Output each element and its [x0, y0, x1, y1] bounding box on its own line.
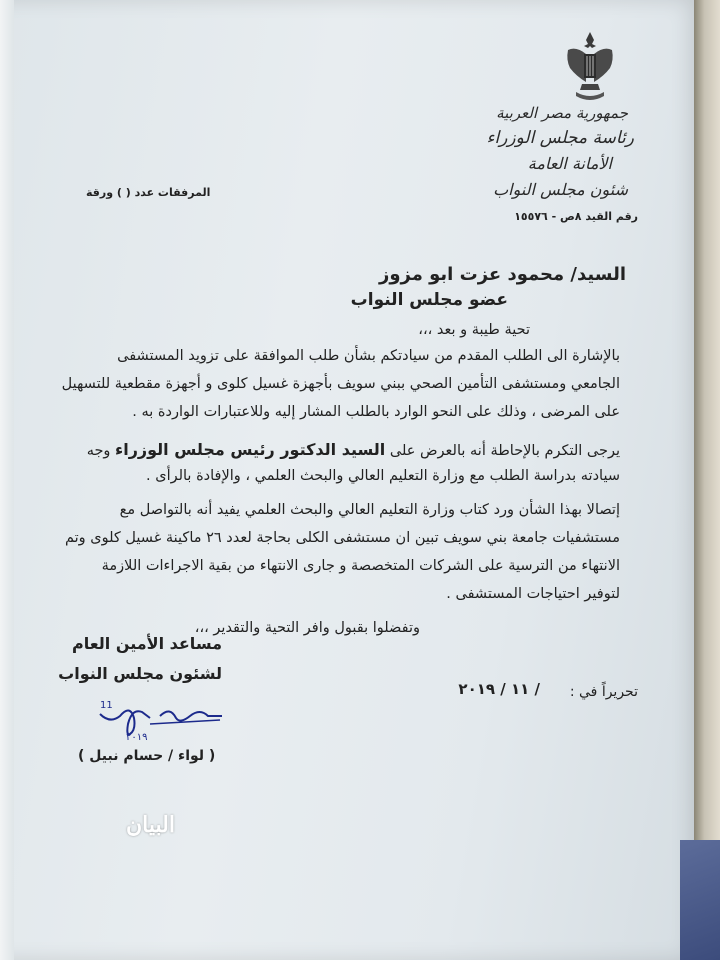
body-paragraph-2-line-2: سيادته بدراسة الطلب مع وزارة التعليم العالي والبحث العلمي ، والإفادة بالرأى . — [146, 468, 620, 484]
letterhead-department: شئون مجلس النواب — [493, 180, 628, 199]
letterhead-country: جمهورية مصر العربية — [496, 104, 628, 122]
closing-line: وتفضلوا بقبول وافر التحية والتقدير ،،، — [194, 620, 420, 636]
table-edge — [694, 0, 720, 960]
recipient-title: عضو مجلس النواب — [350, 290, 508, 310]
handwritten-date: ٢٠١٩ — [126, 732, 148, 743]
reference-number: رقم القيد ٨ص - ١٥٥٧٦ — [514, 210, 638, 223]
greeting: تحية طيبة و بعد ،،، — [418, 322, 530, 338]
body-paragraph-1-line-2: الجامعي ومستشفى التأمين الصحي ببني سويف بأجهزة غسيل كلوى و أجهزة مقطعية للتسهيل — [61, 376, 620, 392]
body-paragraph-2-line-1 — [87, 440, 620, 459]
body-paragraph-1-line-1: بالإشارة الى الطلب المقدم من سيادتكم بشأن طلب الموافقة على تزويد المستشفى — [117, 348, 620, 364]
blue-fabric — [680, 840, 720, 960]
body-paragraph-3-line-3: الانتهاء من الترسية على الشركات المتخصصة و جارى الانتهاء من بقية الاجراءات اللازمة — [101, 558, 620, 574]
recipient-name: السيد/ محمود عزت ابو مزوز — [378, 264, 626, 285]
signatory-position: مساعد الأمين العام — [72, 634, 222, 653]
letterhead-cabinet: رئاسة مجلس الوزراء — [486, 128, 634, 148]
body-paragraph-3-line-2: مستشفيات جامعة بني سويف تبين ان مستشفى الكلى بحاجة لعدد ٢٦ ماكينة غسيل كلوى وتم — [64, 530, 620, 546]
signatory-department: لشئون مجلس النواب — [58, 664, 222, 683]
signatory-name: ( لواء / حسام نبيل ) — [78, 748, 216, 764]
body-paragraph-1-line-3: على المرضى ، وذلك على النحو الوارد بالطلب المشار إليه وللاعتبارات الواردة به . — [132, 404, 620, 420]
letterhead-secretariat: الأمانة العامة — [527, 154, 612, 173]
paper-fold — [0, 0, 14, 960]
body-paragraph-3-line-4: لتوفير احتياجات المستشفى . — [446, 586, 620, 602]
p2-text-c: وجه — [86, 443, 111, 459]
p2-text-a: يرجى التكرم بالإحاطة أنه بالعرض على — [389, 443, 620, 459]
prime-minister-mention: السيد الدكتور رئيس مجلس الوزراء — [115, 440, 386, 459]
date-value: / ١١ / ٢٠١٩ — [458, 680, 540, 698]
body-paragraph-3-line-1: إتصالا بهذا الشأن ورد كتاب وزارة التعليم العالي والبحث العلمي يفيد أنه بالتواصل مع — [119, 502, 620, 518]
handwritten-signature-icon — [90, 694, 230, 744]
watermark-logo: البيان — [126, 812, 175, 838]
eagle-emblem-icon — [562, 30, 618, 106]
date-label: تحريراً في : — [569, 684, 638, 700]
svg-text:11: 11 — [100, 700, 113, 711]
attachments-count: المرفقات عدد ( ) ورقة — [86, 186, 211, 199]
